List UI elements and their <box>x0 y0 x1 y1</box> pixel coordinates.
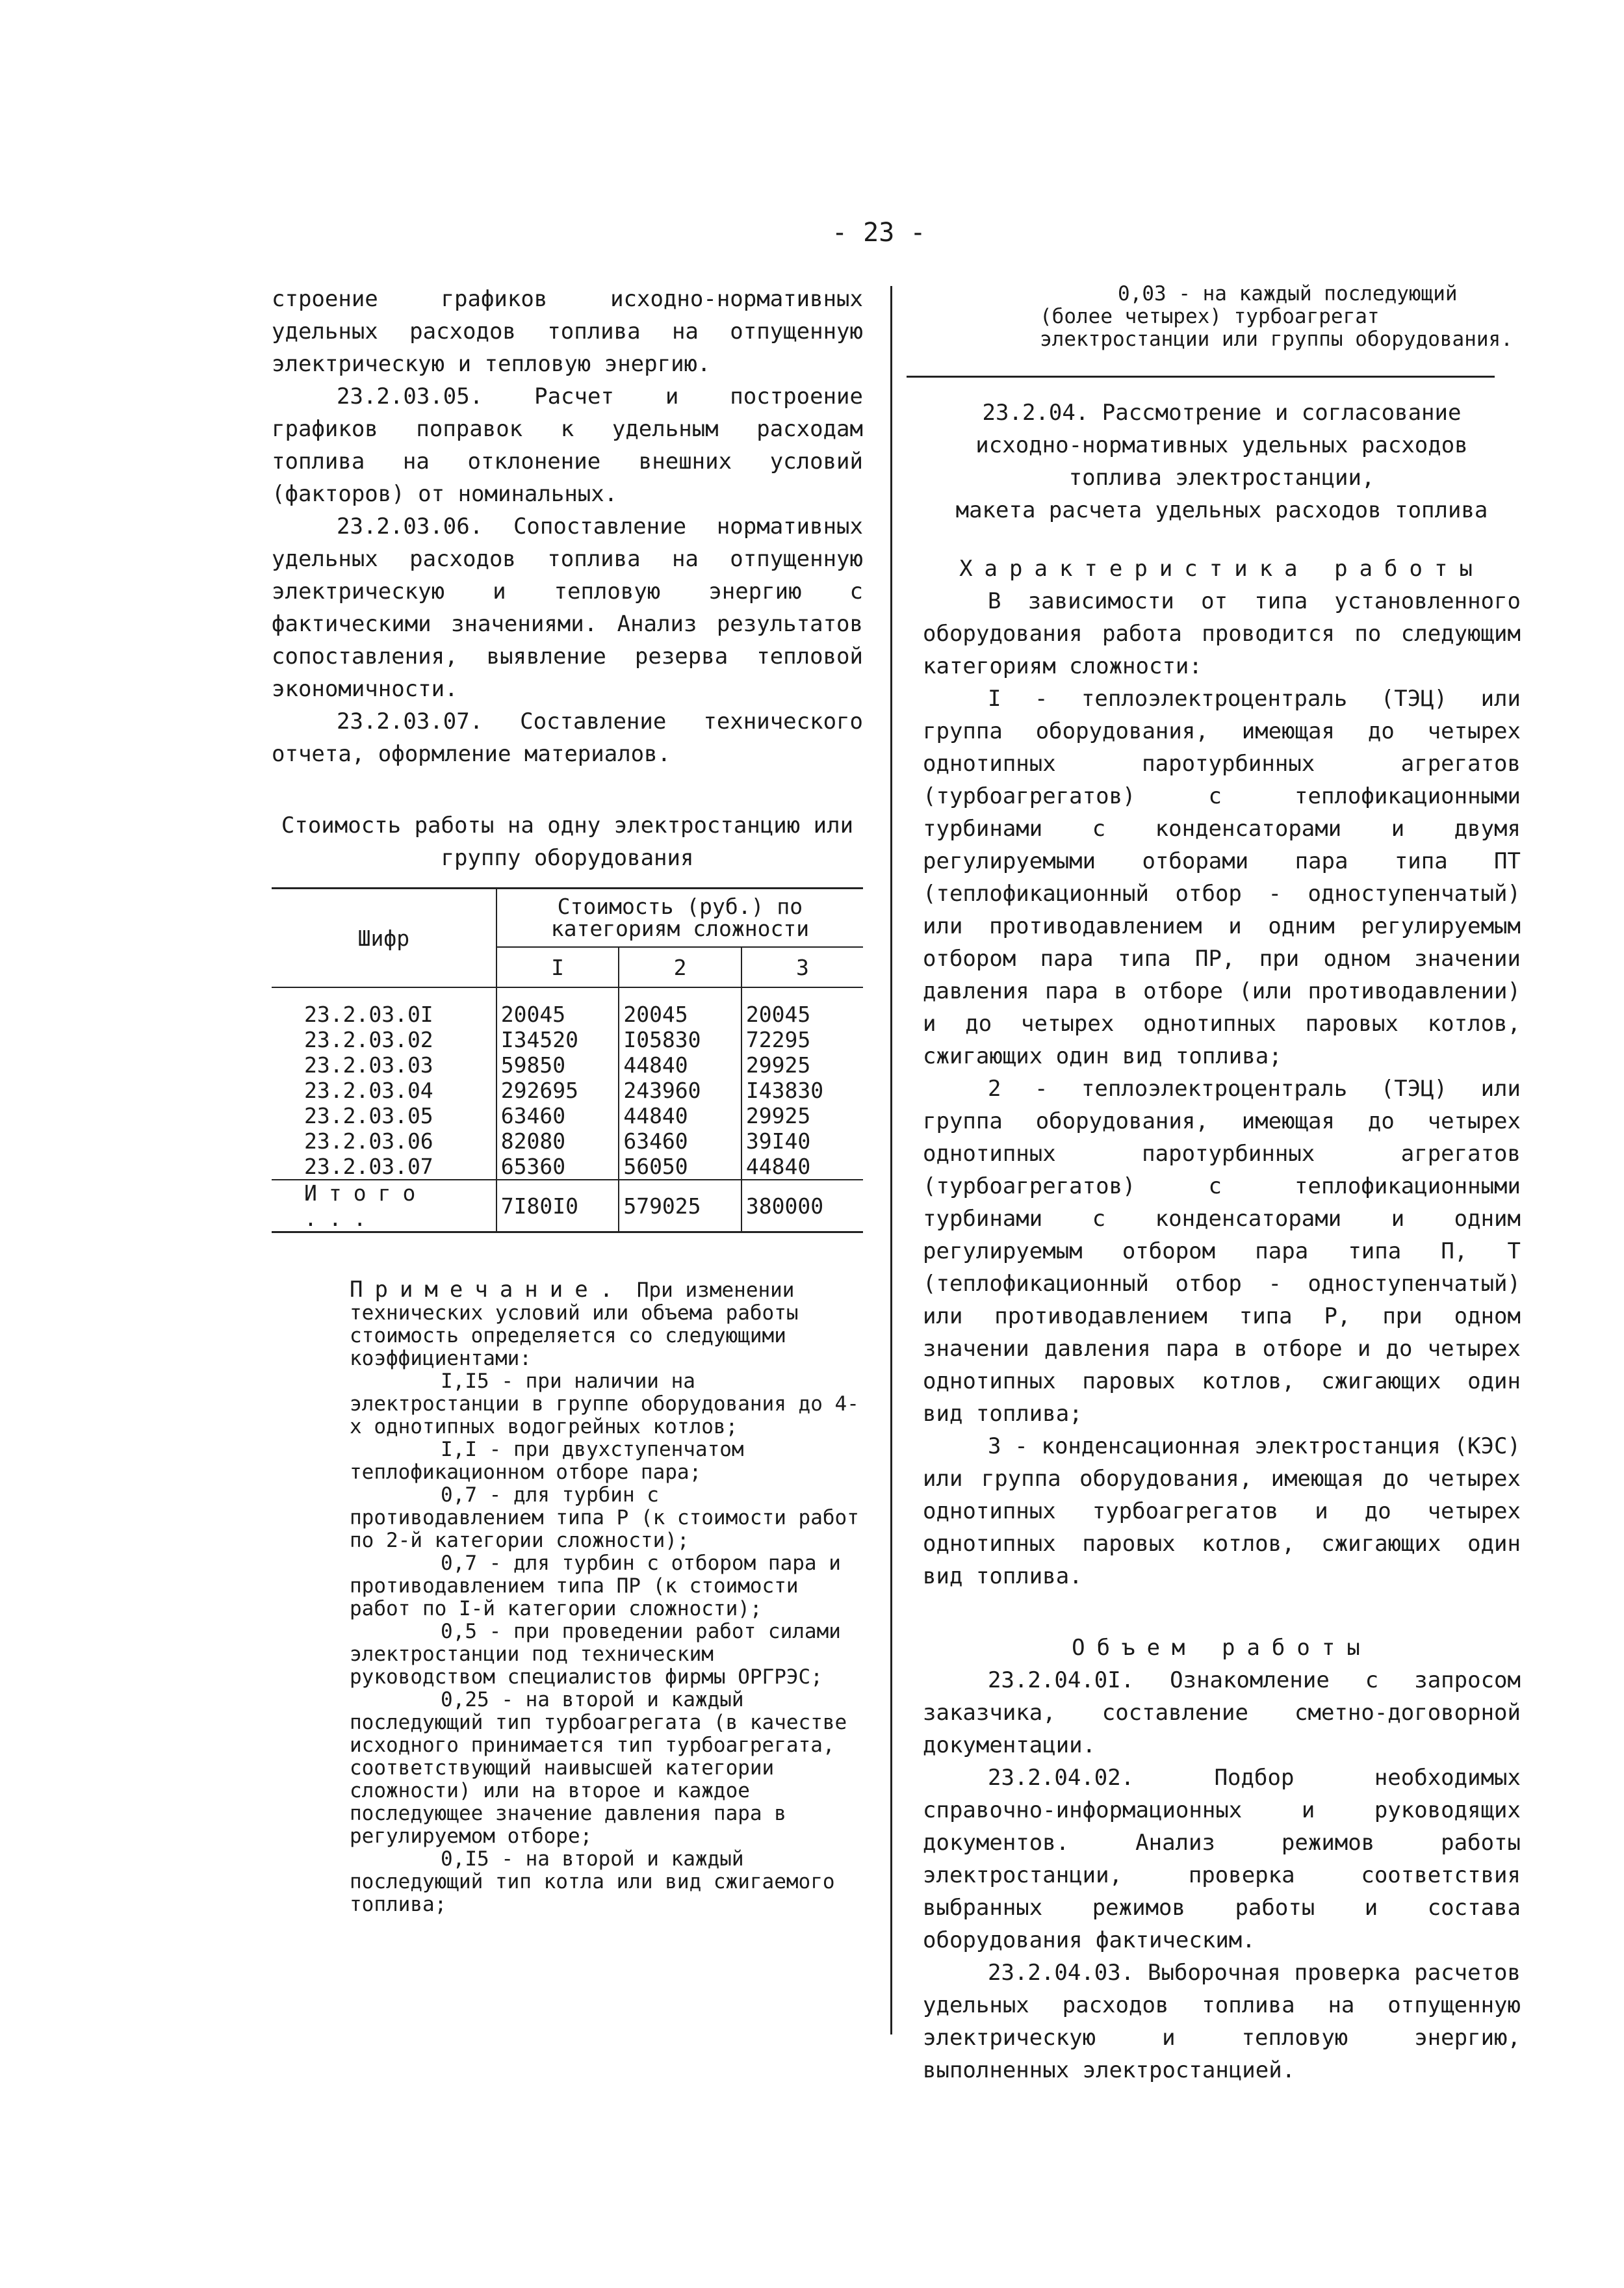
row-cat1: 63460 <box>496 1103 619 1128</box>
row-cat3: 29925 <box>745 1103 811 1128</box>
col-header-cat1: I <box>496 947 619 987</box>
section-title-line: топлива электростанции, <box>1068 465 1375 491</box>
row-code: 23.2.03.06 <box>272 1128 496 1154</box>
paragraph-category-3: 3 - конденсационная электростанция (КЭС) или группа оборудования, имеющая до четырех однотипных турбоагрегатов и до четырех однотипных паровых котлов, сжигающих один вид топлива. <box>923 1433 1521 1589</box>
col-header-cost: Стоимость (руб.) по категориям сложности <box>496 889 863 948</box>
right-column <box>923 283 1521 2086</box>
row-cat1: 20045 <box>496 1002 619 1027</box>
cost-table <box>272 887 863 1233</box>
row-cat3: 29925 <box>745 1052 811 1078</box>
row-code: 23.2.03.04 <box>272 1078 496 1103</box>
row-cat3: 72295 <box>745 1027 811 1052</box>
row-code: 23.2.03.03 <box>272 1052 496 1078</box>
paragraph-category-1: I - теплоэлектроцентраль (ТЭЦ) или группа оборудования, имеющая до четырех однотипных паротурбинных агрегатов (турбоагрегатов) с теплофикационными турбинами с конденсаторами и двумя регулируемыми отборами пара типа ПТ (теплофикационный отбор - одноступенчатый) или противодавлением и одним регулируемым отбором пара типа ПР, при одном значении давления пара в отборе (или противодавлении) и до четырех однотипных паровых котлов, сжигающих один вид топлива; <box>923 686 1521 1069</box>
row-code: 23.2.03.07 <box>272 1154 496 1180</box>
total-cat2: 579025 <box>619 1180 741 1232</box>
row-cat2: 56050 <box>619 1154 741 1180</box>
table-row <box>272 1128 863 1154</box>
paragraph-category-2: 2 - теплоэлектроцентраль (ТЭЦ) или группа оборудования, имеющая до четырех однотипных паротурбинных агрегатов (турбоагрегатов) с теплофикационными турбинами с конденсаторами и одним регулируемым отбором пара типа П, Т (теплофикационный отбор - одноступенчатый) или противодавлением типа Р, при одном значении давления пара в отборе и до четырех однотипных паровых котлов, сжигающих один вид топлива; <box>923 1076 1521 1427</box>
row-cat3: 44840 <box>741 1154 863 1180</box>
row-cat1: 59850 <box>496 1052 619 1078</box>
note-heading: Примечание. <box>350 1277 625 1303</box>
paragraph-23-2-04-02: 23.2.04.02. Подбор необходимых справочно-информационных и руководящих документов. Анализ режимов работы электростанции, проверка соответствия выбранных режимов работы и состава оборудования фактическим. <box>923 1765 1521 1953</box>
row-cat3: I43830 <box>745 1078 824 1103</box>
row-cat1: 82080 <box>496 1128 619 1154</box>
total-cat1: 7I80I0 <box>496 1180 619 1232</box>
paragraph-23-2-03-05: 23.2.03.05. Расчет и построение графиков поправок к удельным расходам топлива на отклонение внешних условий (факторов) от номинальных. <box>272 384 863 507</box>
row-cat2: 44840 <box>619 1052 741 1078</box>
row-cat3: 39I40 <box>745 1128 811 1154</box>
row-code: 23.2.03.02 <box>272 1027 496 1052</box>
row-cat2: 63460 <box>619 1128 741 1154</box>
col-header-cat3: 3 <box>741 947 863 987</box>
paragraph-23-2-04-01: 23.2.04.0I. Ознакомление с запросом заказчика, составление сметно-договорной документации. <box>923 1667 1521 1758</box>
row-code: 23.2.03.0I <box>272 1002 496 1027</box>
row-cat1: I34520 <box>496 1027 619 1052</box>
note-item: 0,5 - при проведении работ силами электростанции под техническим руководством специалистов фирмы ОРГРЭС; <box>350 1620 841 1689</box>
col-header-cat2: 2 <box>619 947 741 987</box>
table-row <box>272 1002 863 1027</box>
note-intro: При изменении технических условий или объема работы стоимость определяется со следующими коэффициентами: <box>350 1279 799 1370</box>
note-item: 0,7 - для турбин с противодавлением типа Р (к стоимости работ по 2-й категории сложности); <box>350 1483 859 1552</box>
paragraph-23-2-03-07: 23.2.03.07. Составление технического отчета, оформление материалов. <box>272 708 863 767</box>
volume-heading: Объем работы <box>1072 1635 1372 1661</box>
column-divider <box>890 286 892 2034</box>
characteristics-heading: Характеристика работы <box>959 556 1484 582</box>
note-item: 0,I5 - на второй и каждый последующий тип котла или вид сжигаемого топлива; <box>350 1847 835 1916</box>
row-cat1: 65360 <box>496 1154 619 1180</box>
note-block <box>350 1279 863 1916</box>
note-item: 0,25 - на второй и каждый последующий тип турбоагрегата (в качестве исходного принимается тип турбоагрегата, соответствующий наивысшей категории сложности) или на второе и каждое последующее значение давления пара в регулируемом отборе; <box>350 1688 847 1848</box>
row-cat3: 20045 <box>745 1002 811 1027</box>
total-label: Итого ... <box>272 1180 496 1232</box>
row-cat1: 292695 <box>496 1078 619 1103</box>
section-title-line: 23.2.04. Рассмотрение и согласование <box>982 400 1462 426</box>
col-header-code: Шифр <box>272 889 496 988</box>
paragraph-continuation: строение графиков исходно-нормативных удельных расходов топлива на отпущенную электрическую и тепловую энергию. <box>272 286 863 377</box>
note-item: 0,7 - для турбин с отбором пара и противодавлением типа ПР (к стоимости работ по I-й категории сложности); <box>350 1552 841 1620</box>
total-cat3: 380000 <box>745 1193 824 1219</box>
note-item: I,I5 - при наличии на электростанции в группе оборудования до 4-х однотипных водогрейных котлов; <box>350 1370 859 1438</box>
paragraph-23-2-03-06: 23.2.03.06. Сопоставление нормативных удельных расходов топлива на отпущенную электрическую и тепловую энергию с фактическими значениями. Анализ результатов сопоставления, выявление резерва тепловой экономичности. <box>272 514 863 702</box>
note-item: I,I - при двухступенчатом теплофикационном отборе пара; <box>350 1438 744 1484</box>
section-title-line: исходно-нормативных удельных расходов <box>975 432 1468 458</box>
row-cat2: 243960 <box>619 1078 741 1103</box>
row-cat2: I05830 <box>619 1027 741 1052</box>
table-row <box>272 1027 863 1052</box>
table-caption: Стоимость работы на одну электростанцию или группу оборудования <box>281 812 854 871</box>
row-code: 23.2.03.05 <box>272 1103 496 1128</box>
table-row <box>272 1078 863 1103</box>
top-coefficient-item: 0,03 - на каждый последующий (более четырех) турбоагрегат электростанции или группы оборудования. <box>1040 282 1513 351</box>
total-row <box>272 1180 863 1232</box>
paragraph-intro: В зависимости от типа установленного оборудования работа проводится по следующим категориям сложности: <box>923 588 1521 679</box>
section-title-line: макета расчета удельных расходов топлива <box>955 497 1488 523</box>
row-cat2: 20045 <box>619 1002 741 1027</box>
left-column <box>272 283 863 1916</box>
row-cat2: 44840 <box>619 1103 741 1128</box>
table-row <box>272 1052 863 1078</box>
page-number: - 23 - <box>832 218 926 248</box>
table-row <box>272 1103 863 1128</box>
section-title <box>923 396 1521 526</box>
table-row <box>272 1154 863 1180</box>
paragraph-23-2-04-03: 23.2.04.03. Выборочная проверка расчетов удельных расходов топлива на отпущенную электрическую и тепловую энергию, выполненных электростанцией. <box>923 1960 1521 2083</box>
